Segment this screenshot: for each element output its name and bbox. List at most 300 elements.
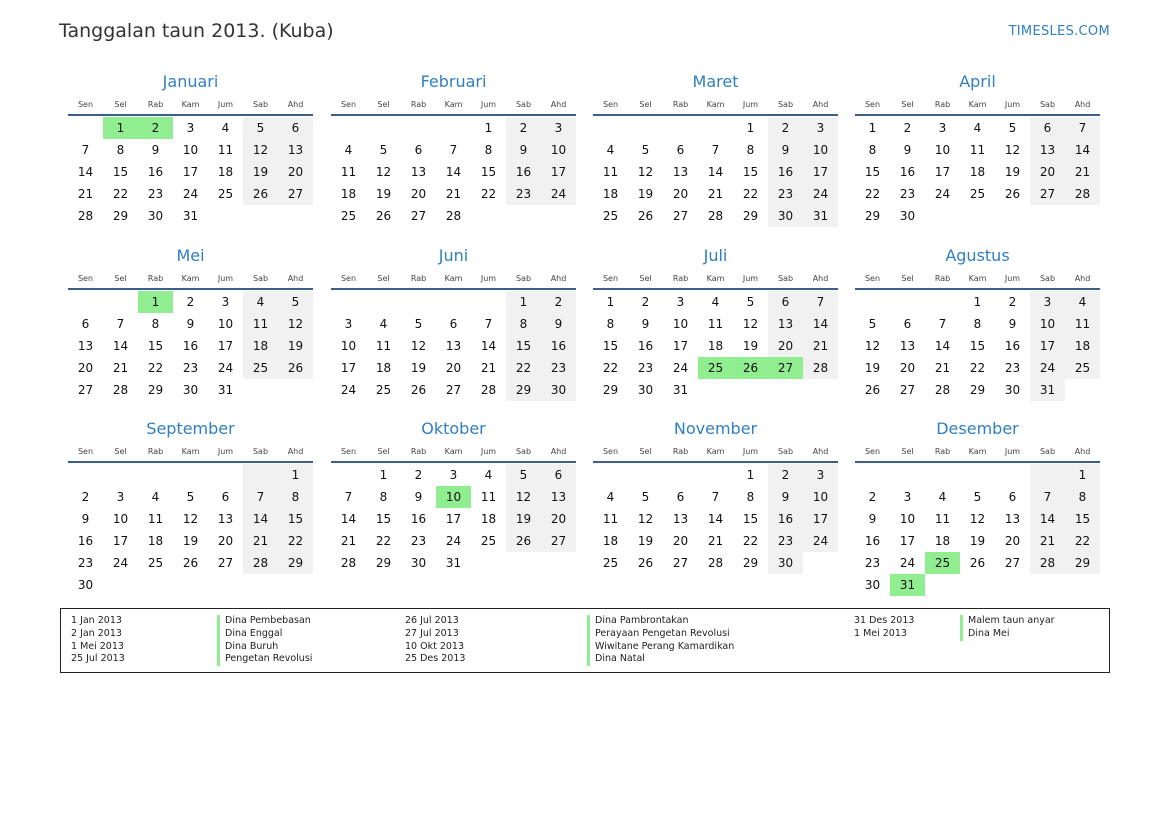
- empty-cell: [208, 464, 243, 486]
- day-cell: 29: [278, 552, 313, 574]
- day-cell: 19: [637, 534, 654, 548]
- day-cell: 19: [742, 339, 759, 353]
- day-cell: 30: [410, 556, 427, 570]
- weekday-header: [855, 268, 1100, 290]
- day-cell: 23: [864, 556, 881, 570]
- day-cell: 4: [1065, 291, 1100, 313]
- day-cell: 30: [768, 205, 803, 227]
- weekday-label: Jum: [1004, 273, 1021, 283]
- weekday-label: Rab: [672, 273, 689, 283]
- day-cell: 18: [217, 165, 234, 179]
- day-cell: 5: [506, 464, 541, 486]
- day-cell: 6: [676, 143, 685, 157]
- day-grid: [331, 464, 576, 574]
- legend-dates-1: [71, 615, 125, 666]
- day-grid: [855, 464, 1100, 596]
- weekday-label: Sen: [340, 446, 357, 456]
- empty-cell: [663, 464, 698, 486]
- day-cell: 24: [934, 187, 951, 201]
- empty-cell: [103, 464, 138, 486]
- day-cell: 28: [340, 556, 357, 570]
- day-cell: 2: [541, 291, 576, 313]
- day-cell: 13: [77, 339, 94, 353]
- day-cell: 18: [480, 512, 497, 526]
- month-name: Maret: [692, 72, 739, 91]
- empty-cell: [173, 464, 208, 486]
- day-cell: 21: [480, 361, 497, 375]
- day-cell: 21: [1030, 530, 1065, 552]
- day-cell: 15: [602, 339, 619, 353]
- empty-cell: [366, 117, 401, 139]
- day-cell: 18: [934, 534, 951, 548]
- day-cell: 20: [1030, 161, 1065, 183]
- weekday-label: Sen: [340, 99, 357, 109]
- day-cell: 14: [112, 339, 129, 353]
- empty-cell: [103, 291, 138, 313]
- day-cell: 4: [606, 490, 615, 504]
- day-cell: 26: [969, 556, 986, 570]
- day-cell: 5: [641, 490, 650, 504]
- legend-date: 1 Mei 2013: [854, 627, 907, 639]
- empty-cell: [331, 117, 366, 139]
- day-cell: 2: [768, 117, 803, 139]
- day-cell: 11: [375, 339, 392, 353]
- day-cell: 13: [541, 486, 576, 508]
- holiday-day-cell: 25: [698, 357, 733, 379]
- day-cell: 12: [637, 512, 654, 526]
- day-cell: 17: [934, 165, 951, 179]
- empty-cell: [890, 291, 925, 313]
- day-cell: 15: [112, 165, 129, 179]
- day-cell: 24: [182, 187, 199, 201]
- day-cell: 21: [934, 361, 951, 375]
- day-cell: 20: [1004, 534, 1021, 548]
- day-cell: 6: [768, 291, 803, 313]
- empty-cell: [663, 117, 698, 139]
- weekday-label: Kam: [181, 273, 200, 283]
- day-cell: 7: [1030, 486, 1065, 508]
- holiday-day-cell: 1: [103, 117, 138, 139]
- weekday-label: Sel: [901, 99, 914, 109]
- day-cell: 29: [112, 209, 129, 223]
- empty-cell: [995, 464, 1030, 486]
- weekday-header: [331, 268, 576, 290]
- day-cell: 13: [899, 339, 916, 353]
- day-cell: 7: [711, 143, 720, 157]
- weekday-label: Ahd: [287, 446, 304, 456]
- day-cell: 25: [340, 209, 357, 223]
- day-cell: 26: [375, 209, 392, 223]
- weekday-label: Sab: [252, 446, 269, 456]
- day-cell: 19: [410, 361, 427, 375]
- weekday-label: Kam: [968, 99, 987, 109]
- month-oktober: [331, 417, 576, 574]
- day-cell: 18: [1065, 335, 1100, 357]
- day-cell: 8: [746, 490, 755, 504]
- day-cell: 23: [506, 183, 541, 205]
- day-cell: 28: [1065, 183, 1100, 205]
- day-cell: 15: [375, 512, 392, 526]
- day-cell: 14: [707, 165, 724, 179]
- day-cell: 25: [243, 357, 278, 379]
- day-cell: 14: [340, 512, 357, 526]
- day-cell: 5: [278, 291, 313, 313]
- weekday-header: [593, 441, 838, 463]
- day-cell: 25: [217, 187, 234, 201]
- day-cell: 26: [506, 530, 541, 552]
- day-cell: 27: [410, 209, 427, 223]
- day-cell: 24: [112, 556, 129, 570]
- day-cell: 24: [1030, 357, 1065, 379]
- weekday-label: Sen: [602, 446, 619, 456]
- weekday-label: Jum: [217, 273, 234, 283]
- day-cell: 27: [1004, 556, 1021, 570]
- day-cell: 8: [1065, 486, 1100, 508]
- day-cell: 8: [506, 313, 541, 335]
- day-cell: 19: [969, 534, 986, 548]
- day-cell: 14: [934, 339, 951, 353]
- weekday-header: [855, 441, 1100, 463]
- month-agustus: [855, 244, 1100, 401]
- weekday-label: Kam: [444, 273, 463, 283]
- day-cell: 14: [445, 165, 462, 179]
- day-cell: 1: [484, 121, 493, 135]
- weekday-label: Rab: [410, 273, 427, 283]
- day-cell: 11: [934, 512, 951, 526]
- weekday-label: Sel: [639, 273, 652, 283]
- weekday-label: Sel: [901, 273, 914, 283]
- day-cell: 4: [484, 468, 493, 482]
- day-cell: 2: [186, 295, 195, 309]
- day-cell: 17: [803, 508, 838, 530]
- day-cell: 8: [278, 486, 313, 508]
- weekday-label: Sel: [377, 273, 390, 283]
- day-cell: 3: [803, 464, 838, 486]
- weekday-label: Ahd: [1074, 273, 1091, 283]
- day-cell: 16: [899, 165, 916, 179]
- day-cell: 8: [116, 143, 125, 157]
- day-cell: 14: [1030, 508, 1065, 530]
- empty-cell: [698, 117, 733, 139]
- day-cell: 9: [768, 486, 803, 508]
- day-cell: 13: [217, 512, 234, 526]
- day-grid: [331, 291, 576, 401]
- day-cell: 10: [112, 512, 129, 526]
- day-cell: 20: [410, 187, 427, 201]
- weekday-label: Rab: [672, 99, 689, 109]
- day-cell: 15: [480, 165, 497, 179]
- weekday-label: Jum: [480, 446, 497, 456]
- legend-date: 27 Jul 2013: [405, 627, 459, 639]
- day-cell: 25: [1065, 357, 1100, 379]
- day-cell: 20: [278, 161, 313, 183]
- day-grid: [68, 117, 313, 227]
- weekday-label: Rab: [934, 273, 951, 283]
- weekday-label: Rab: [147, 273, 164, 283]
- day-cell: 27: [1030, 183, 1065, 205]
- day-cell: 23: [541, 357, 576, 379]
- day-cell: 10: [803, 486, 838, 508]
- month-maret: [593, 70, 838, 227]
- day-cell: 12: [243, 139, 278, 161]
- day-cell: 29: [742, 209, 759, 223]
- empty-cell: [890, 464, 925, 486]
- day-cell: 22: [602, 361, 619, 375]
- day-cell: 12: [506, 486, 541, 508]
- weekday-label: Ahd: [287, 273, 304, 283]
- day-cell: 31: [182, 209, 199, 223]
- day-cell: 10: [182, 143, 199, 157]
- day-cell: 12: [375, 165, 392, 179]
- holiday-day-cell: 27: [768, 357, 803, 379]
- day-cell: 24: [803, 530, 838, 552]
- day-cell: 20: [899, 361, 916, 375]
- day-cell: 1: [973, 295, 982, 309]
- day-grid: [855, 117, 1100, 227]
- day-cell: 15: [278, 508, 313, 530]
- weekday-label: Ahd: [812, 446, 829, 456]
- empty-cell: [925, 464, 960, 486]
- month-name: Juli: [703, 246, 728, 265]
- day-cell: 13: [278, 139, 313, 161]
- day-cell: 26: [243, 183, 278, 205]
- weekday-header: [331, 441, 576, 463]
- day-cell: 24: [899, 556, 916, 570]
- weekday-label: Sen: [77, 99, 94, 109]
- day-cell: 13: [445, 339, 462, 353]
- day-cell: 9: [903, 143, 912, 157]
- empty-cell: [366, 291, 401, 313]
- month-name: Desember: [936, 419, 1019, 438]
- day-cell: 16: [77, 534, 94, 548]
- day-cell: 5: [641, 143, 650, 157]
- empty-cell: [138, 464, 173, 486]
- weekday-label: Sen: [602, 99, 619, 109]
- brand-logo-link[interactable]: TIMESLES.COM: [1008, 24, 1110, 39]
- day-cell: 22: [480, 187, 497, 201]
- day-cell: 17: [112, 534, 129, 548]
- weekday-label: Rab: [147, 99, 164, 109]
- day-cell: 7: [243, 486, 278, 508]
- weekday-label: Ahd: [550, 273, 567, 283]
- day-cell: 23: [147, 187, 164, 201]
- weekday-label: Sel: [377, 99, 390, 109]
- day-cell: 19: [637, 187, 654, 201]
- day-cell: 16: [506, 161, 541, 183]
- legend-names-3: [960, 615, 1055, 641]
- day-cell: 5: [243, 117, 278, 139]
- day-cell: 28: [77, 209, 94, 223]
- day-cell: 6: [541, 464, 576, 486]
- day-cell: 16: [768, 161, 803, 183]
- day-cell: 28: [707, 209, 724, 223]
- day-cell: 16: [182, 339, 199, 353]
- day-cell: 30: [637, 383, 654, 397]
- day-cell: 5: [1008, 121, 1017, 135]
- day-cell: 3: [344, 317, 353, 331]
- day-cell: 16: [637, 339, 654, 353]
- weekday-header: [68, 94, 313, 116]
- legend-holiday-name: Pengetan Revolusi: [217, 653, 312, 666]
- legend-names-2: [587, 615, 734, 666]
- weekday-label: Sel: [639, 446, 652, 456]
- day-cell: 28: [934, 383, 951, 397]
- month-desember: [855, 417, 1100, 596]
- month-name: Oktober: [421, 419, 486, 438]
- holiday-day-cell: 10: [436, 486, 471, 508]
- day-cell: 9: [641, 317, 650, 331]
- day-cell: 14: [480, 339, 497, 353]
- day-cell: 30: [182, 383, 199, 397]
- legend-holiday-name: Dina Natal: [587, 653, 734, 666]
- empty-cell: [628, 464, 663, 486]
- legend-date: 1 Mei 2013: [71, 640, 124, 652]
- day-cell: 9: [186, 317, 195, 331]
- day-cell: 17: [672, 339, 689, 353]
- day-cell: 27: [541, 530, 576, 552]
- day-cell: 25: [375, 383, 392, 397]
- day-cell: 9: [768, 139, 803, 161]
- day-cell: 7: [484, 317, 493, 331]
- legend-date: 25 Des 2013: [405, 653, 466, 665]
- day-cell: 20: [77, 361, 94, 375]
- day-cell: 7: [711, 490, 720, 504]
- weekday-label: Rab: [934, 446, 951, 456]
- legend-dates-3: [854, 615, 914, 641]
- day-grid: [593, 117, 838, 227]
- weekday-label: Sab: [515, 446, 532, 456]
- day-cell: 10: [934, 143, 951, 157]
- day-cell: 6: [1008, 490, 1017, 504]
- day-cell: 2: [903, 121, 912, 135]
- day-cell: 23: [899, 187, 916, 201]
- weekday-label: Sab: [1039, 99, 1056, 109]
- legend-holiday-name: Dina Mei: [960, 628, 1055, 641]
- empty-cell: [68, 117, 103, 139]
- weekday-label: Sel: [114, 273, 127, 283]
- day-cell: 8: [606, 317, 615, 331]
- weekday-label: Kam: [181, 99, 200, 109]
- day-cell: 30: [864, 578, 881, 592]
- day-cell: 27: [445, 383, 462, 397]
- legend-holiday-name: Dina Pambrontakan: [587, 615, 734, 628]
- day-cell: 3: [116, 490, 125, 504]
- weekday-label: Rab: [410, 446, 427, 456]
- day-cell: 1: [506, 291, 541, 313]
- day-cell: 27: [77, 383, 94, 397]
- day-cell: 28: [707, 556, 724, 570]
- month-juli: [593, 244, 838, 401]
- weekday-label: Sab: [252, 99, 269, 109]
- day-cell: 10: [340, 339, 357, 353]
- day-cell: 16: [1004, 339, 1021, 353]
- day-cell: 5: [414, 317, 423, 331]
- day-cell: 3: [449, 468, 458, 482]
- day-cell: 25: [147, 556, 164, 570]
- month-name: April: [959, 72, 996, 91]
- day-cell: 12: [1004, 143, 1021, 157]
- empty-cell: [698, 464, 733, 486]
- day-cell: 9: [1008, 317, 1017, 331]
- day-cell: 3: [676, 295, 685, 309]
- day-cell: 22: [375, 534, 392, 548]
- weekday-label: Sen: [864, 273, 881, 283]
- day-cell: 18: [602, 187, 619, 201]
- day-cell: 9: [868, 512, 877, 526]
- weekday-label: Kam: [444, 99, 463, 109]
- day-cell: 2: [641, 295, 650, 309]
- day-cell: 26: [410, 383, 427, 397]
- day-cell: 24: [803, 183, 838, 205]
- day-cell: 16: [864, 534, 881, 548]
- empty-cell: [471, 291, 506, 313]
- day-cell: 18: [340, 187, 357, 201]
- day-cell: 21: [707, 187, 724, 201]
- day-cell: 3: [186, 121, 195, 135]
- day-cell: 9: [414, 490, 423, 504]
- empty-cell: [331, 291, 366, 313]
- weekday-label: Sel: [901, 446, 914, 456]
- day-cell: 2: [506, 117, 541, 139]
- day-cell: 30: [541, 379, 576, 401]
- legend-names-1: [217, 615, 312, 666]
- day-grid: [68, 291, 313, 401]
- weekday-label: Sab: [252, 273, 269, 283]
- day-cell: 9: [541, 313, 576, 335]
- day-cell: 19: [243, 161, 278, 183]
- day-cell: 11: [243, 313, 278, 335]
- day-cell: 13: [410, 165, 427, 179]
- day-cell: 11: [707, 317, 724, 331]
- day-cell: 31: [1030, 379, 1065, 401]
- day-cell: 3: [803, 117, 838, 139]
- day-cell: 5: [868, 317, 877, 331]
- day-cell: 11: [480, 490, 497, 504]
- day-grid: [593, 464, 838, 574]
- day-cell: 13: [672, 165, 689, 179]
- weekday-label: Rab: [410, 99, 427, 109]
- empty-cell: [593, 464, 628, 486]
- holiday-day-cell: 25: [925, 552, 960, 574]
- day-cell: 15: [506, 335, 541, 357]
- day-cell: 21: [340, 534, 357, 548]
- day-cell: 31: [445, 556, 462, 570]
- day-cell: 7: [803, 291, 838, 313]
- day-cell: 19: [506, 508, 541, 530]
- day-grid: [331, 117, 576, 227]
- month-november: [593, 417, 838, 574]
- weekday-label: Jum: [1004, 446, 1021, 456]
- weekday-label: Jum: [217, 99, 234, 109]
- day-cell: 17: [182, 165, 199, 179]
- day-cell: 7: [1065, 117, 1100, 139]
- day-cell: 26: [637, 209, 654, 223]
- empty-cell: [925, 291, 960, 313]
- day-cell: 6: [1030, 117, 1065, 139]
- day-cell: 28: [243, 552, 278, 574]
- weekday-label: Jum: [480, 273, 497, 283]
- weekday-header: [68, 268, 313, 290]
- day-cell: 28: [445, 209, 462, 223]
- legend-date: 2 Jan 2013: [71, 627, 122, 639]
- day-cell: 10: [541, 139, 576, 161]
- day-cell: 13: [1004, 512, 1021, 526]
- weekday-label: Kam: [181, 446, 200, 456]
- day-cell: 26: [278, 357, 313, 379]
- holiday-legend: [60, 608, 1110, 673]
- day-cell: 14: [803, 313, 838, 335]
- day-cell: 12: [410, 339, 427, 353]
